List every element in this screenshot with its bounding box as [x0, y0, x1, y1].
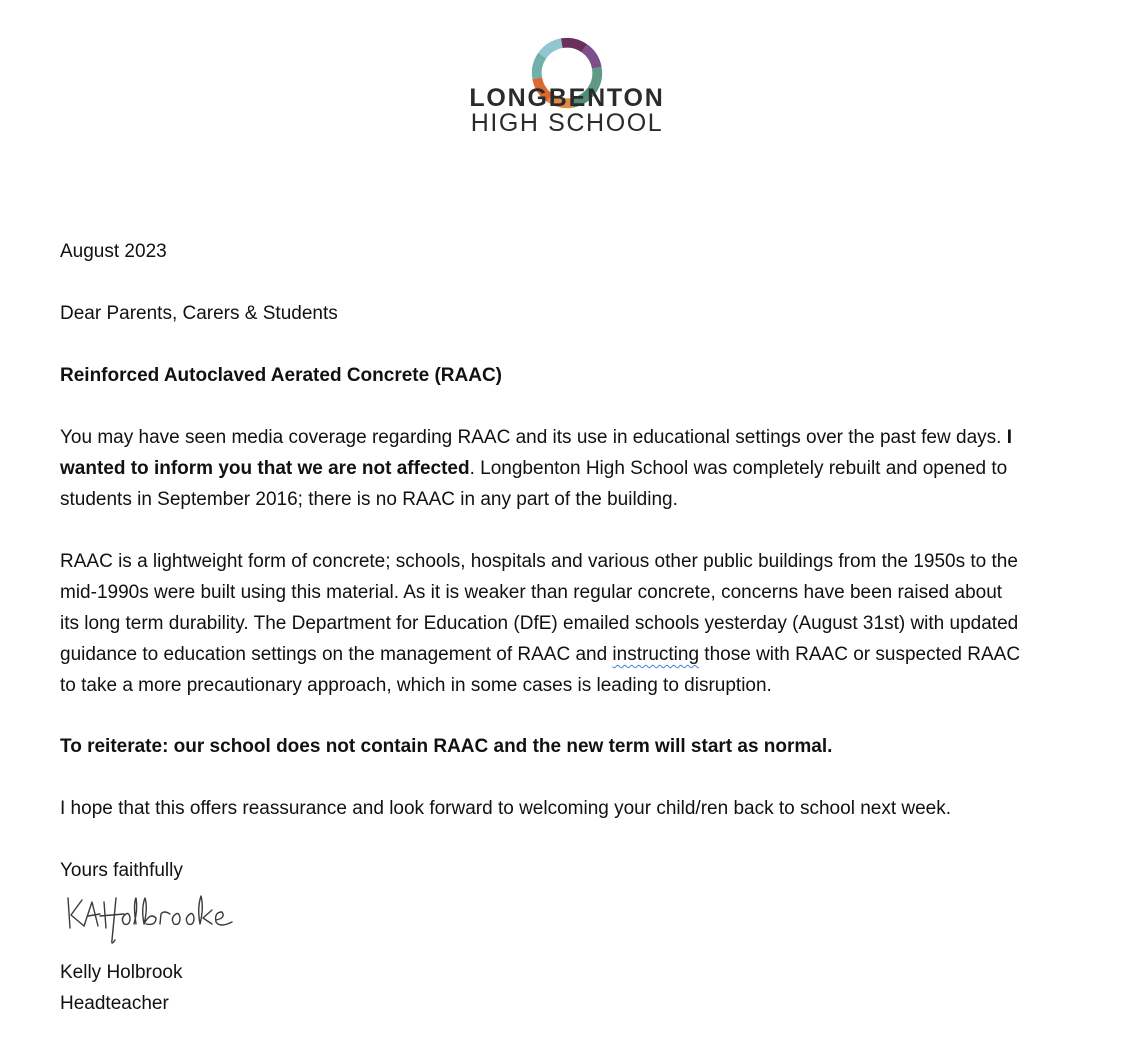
logo-ring-segment [584, 48, 596, 68]
p1-bold-a: I [1006, 427, 1012, 448]
paragraph-2-line-5: to take a more precautionary approach, which in some cases is leading to disruption. [60, 675, 772, 696]
paragraph-1-line-2 [60, 453, 1100, 484]
paragraph-2 [60, 546, 1100, 701]
logo-ring-segment [537, 56, 542, 79]
paragraph-2-line-1: RAAC is a lightweight form of concrete; schools, hospitals and various other public buildings from the 1950s to the [60, 551, 1018, 572]
p1-text-a: You may have seen media coverage regarding RAAC and its use in educational settings over the past few days. [60, 427, 1002, 448]
logo-name-line1: LONGBENTON [469, 84, 665, 112]
paragraph-1-line-1 [60, 422, 1100, 453]
handwritten-signature [60, 890, 260, 950]
spellcheck-word: instructing [612, 644, 700, 665]
letter-subject: Reinforced Autoclaved Aerated Concrete (RAAC) [60, 365, 503, 386]
paragraph-4: I hope that this offers reassurance and look forward to welcoming your child/ren back to school next week. [60, 798, 952, 819]
letter-date: August 2023 [60, 241, 167, 262]
paragraph-1 [60, 422, 1100, 515]
logo-ring-segment [562, 43, 585, 48]
p2-text-a: guidance to education settings on the management of RAAC and [60, 644, 613, 665]
letter-salutation: Dear Parents, Carers & Students [60, 303, 338, 324]
p2-text-c: those with RAAC or suspected RAAC [699, 644, 1021, 665]
signatory-name: Kelly Holbrook [60, 962, 183, 983]
paragraph-2-line-2: mid-1990s were built using this material. As it is weaker than regular concrete, concerns have been raised about [60, 582, 1003, 603]
paragraph-2-line-4 [60, 639, 1100, 670]
paragraph-2-line-3: its long term durability. The Department for Education (DfE) emailed schools yesterday (August 31st) with updated [60, 613, 1019, 634]
p1-bold-b: wanted to inform you that we are not affected [60, 458, 470, 479]
logo-name-line2: HIGH SCHOOL [470, 109, 664, 137]
paragraph-1-line-3: students in September 2016; there is no RAAC in any part of the building. [60, 489, 678, 510]
signatory-title: Headteacher [60, 993, 169, 1014]
paragraph-3: To reiterate: our school does not contain RAAC and the new term will start as normal. [60, 736, 833, 757]
letter-closing: Yours faithfully [60, 860, 183, 881]
p1-text-b: . Longbenton High School was completely rebuilt and opened to [469, 458, 1008, 479]
logo-ring-segment [542, 43, 562, 55]
